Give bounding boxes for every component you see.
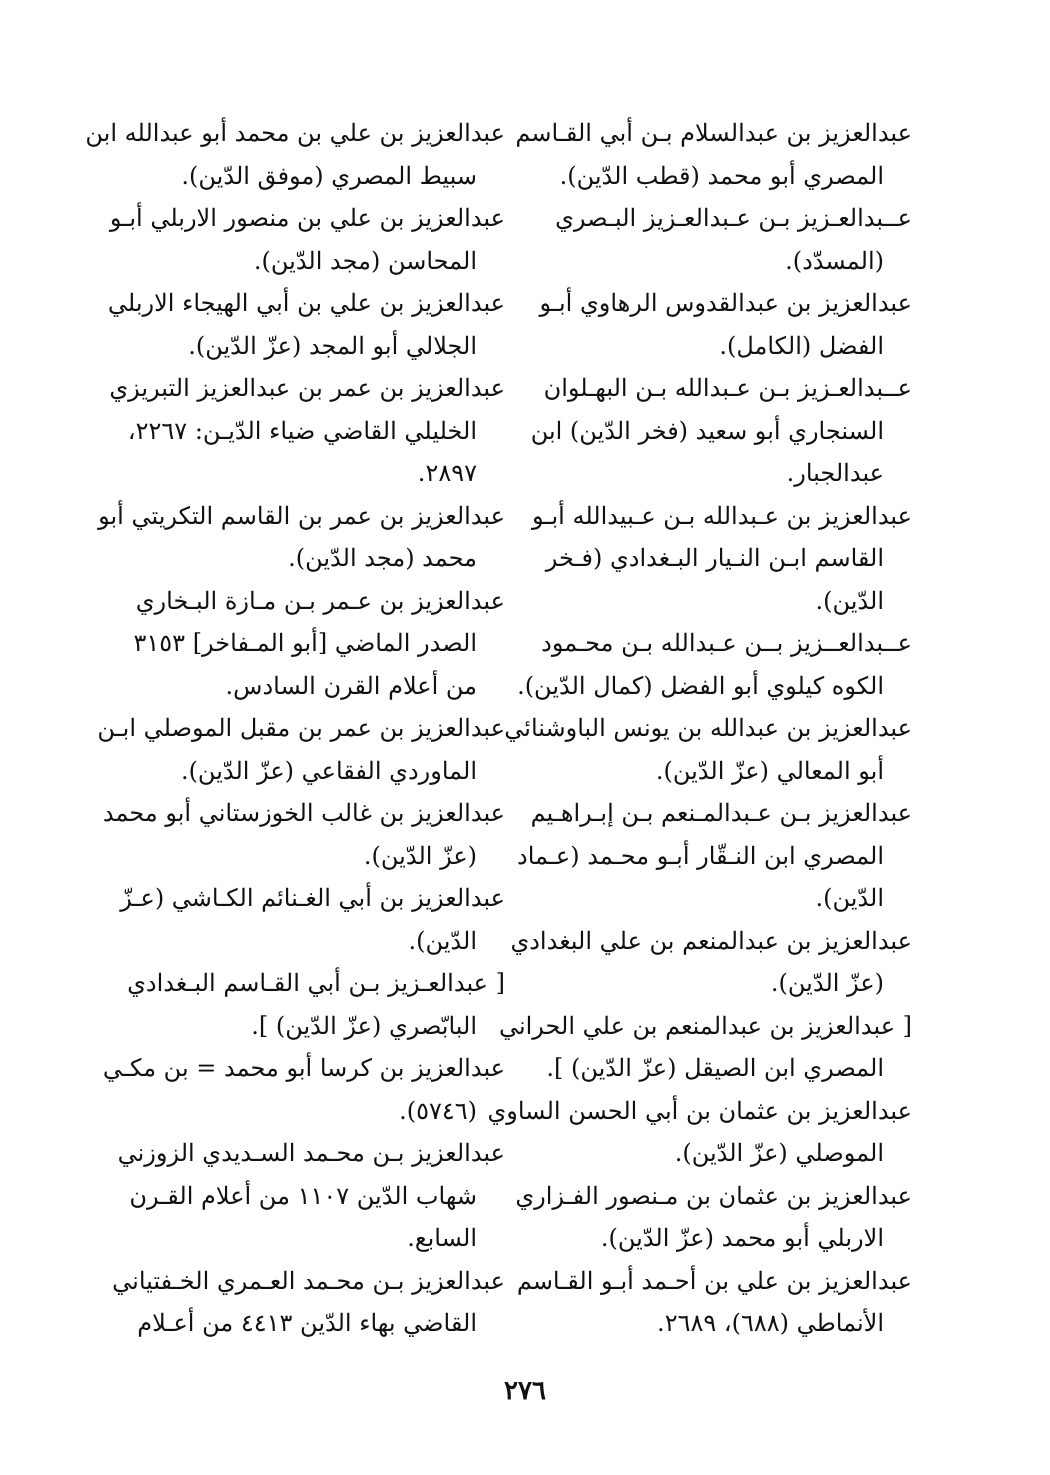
entry-first-line: عبدالعزيز بـن محـمد السـديدي الزوزني	[117, 1139, 505, 1167]
entry-first-line: عبدالعزيز بن عمر بن القاسم التكريتي أبو	[98, 501, 505, 530]
entry-first-line: عبدالعزيز بـن محـمد العـمري الخـفتياني	[112, 1266, 505, 1295]
entry-first-line: عــبدالعـزيز بـن عـبدالعـزيز البـصري	[555, 204, 912, 232]
entry-first-line: عــبدالعـزيز بـن عـبدالله بـن البهـلوان	[543, 374, 912, 402]
entry-continuation-line: (٥٧٤٦).	[399, 1096, 477, 1125]
entry-first-line: عبدالعزيز بن علي بن منصور الاربلي أبـو	[109, 204, 505, 232]
entry-continuation-line: المحاسن (مجد الدّين).	[253, 246, 477, 275]
entry-first-line: عبدالعزيز بن عـمر بـن مـازة البـخاري	[135, 586, 505, 615]
entry-first-line: عبدالعزيز بن علي بن محمد أبو عبدالله ابن	[85, 119, 505, 147]
entry-continuation-line: ٢٨٩٧.	[417, 459, 477, 487]
entry-first-line: عبدالعزيز بن عثمان بن مـنصور الفـزاري	[515, 1181, 912, 1210]
left-column	[85, 112, 505, 1345]
entry-first-line: عبدالعزيز بن عبدالله بن يونس الباوشنائي	[504, 714, 912, 742]
entry-continuation-line: (عزّ الدّين).	[770, 969, 884, 997]
entry-continuation-line: الفضل (الكامل).	[719, 331, 884, 360]
entry-continuation-line: القاسم ابـن النـيار البـغدادي (فـخر	[545, 544, 884, 572]
entry-continuation-line: الماوردي الفقاعي (عزّ الدّين).	[180, 756, 477, 785]
entry-continuation-line: الدّين).	[408, 926, 477, 955]
entry-first-line: عبدالعزيز بن عـبدالله بـن عـبيدالله أبـو	[532, 501, 912, 530]
entry-continuation-line: البابّصري (عزّ الدّين) ].	[251, 1011, 477, 1040]
entry-first-line: عبدالعزيز بن عبدالقدوس الرهاوي أبـو	[539, 289, 912, 317]
entry-continuation-line: الدّين).	[815, 586, 884, 615]
entry-first-line: عبدالعزيز بن غالب الخوزستاني أبو محمد	[102, 799, 505, 827]
entry-continuation-line: (المسدّد).	[785, 246, 884, 275]
entry-continuation-line: السابع.	[407, 1224, 477, 1252]
entry-continuation-line: المصري ابن الصيقل (عزّ الدّين) ].	[546, 1054, 884, 1082]
entry-continuation-line: عبدالجبار.	[786, 459, 884, 487]
entry-continuation-line: الصدر الماضي [أبو المـفاخر] ٣١٥٣	[133, 629, 477, 657]
entry-first-line: عبدالعزيز بن عمر بن مقبل الموصلي ابـن	[97, 714, 505, 742]
entry-first-line: عبدالعزيز بن عبدالمنعم بن علي البغدادي	[510, 926, 912, 955]
entry-first-line: عبدالعزيز بن عبدالسلام بـن أبي القـاسم	[515, 119, 912, 147]
entry-continuation-line: شهاب الدّين ١١٠٧ من أعلام القـرن	[129, 1181, 477, 1210]
entry-first-line: عبدالعزيز بن كرسا أبو محمد = بن مكـي	[102, 1054, 505, 1082]
entry-continuation-line: الجلالي أبو المجد (عزّ الدّين).	[188, 331, 477, 360]
entry-continuation-line: الاربلي أبو محمد (عزّ الدّين).	[600, 1224, 884, 1252]
entry-continuation-line: القاضي بهاء الدّين ٤٤١٣ من أعـلام	[137, 1309, 477, 1337]
entry-first-line: عبدالعزيز بن أبي الغـنائم الكـاشي (عـزّ	[120, 884, 505, 912]
entry-continuation-line: المصري ابن النـقّار أبـو محـمد (عـماد	[517, 841, 884, 870]
entry-first-line: عــبدالعــزيز بــن عـبدالله بـن محـمود	[541, 629, 912, 657]
entry-first-line: عبدالعزيز بن عمر بن عبدالعزيز التبريزي	[109, 374, 505, 402]
entry-first-line: عبدالعزيز بـن عـبدالمـنعم بـن إبـراهـيم	[530, 799, 912, 827]
entry-continuation-line: السنجاري أبو سعيد (فخر الدّين) ابن	[530, 416, 884, 445]
entry-continuation-line: الخليلي القاضي ضياء الدّيـن: ٢٢٦٧،	[127, 416, 477, 445]
entry-continuation-line: الموصلي (عزّ الدّين).	[674, 1139, 884, 1167]
entry-continuation-line: الكوه كيلوي أبو الفضل (كمال الدّين).	[517, 671, 884, 700]
entry-continuation-line: محمد (مجد الدّين).	[288, 544, 477, 572]
entry-first-line: عبدالعزيز بن علي بن أبي الهيجاء الاربلي	[107, 289, 505, 317]
right-column	[487, 112, 912, 1345]
entry-first-line: عبدالعزيز بن علي بن أحـمد أبـو القـاسم	[516, 1266, 912, 1295]
entry-continuation-line: الأنماطي (٦٨٨)، ٢٦٨٩.	[657, 1309, 884, 1337]
entry-continuation-line: من أعلام القرن السادس.	[225, 671, 477, 700]
entry-continuation-line: أبو المعالي (عزّ الدّين).	[655, 756, 884, 785]
entry-continuation-line: سبيط المصري (موفق الدّين).	[181, 161, 477, 190]
entry-continuation-line: الدّين).	[815, 884, 884, 912]
entry-first-line: [ عبدالعـزيز بـن أبي القـاسم البـغدادي	[127, 969, 505, 997]
page-number: ٢٧٦	[504, 1376, 546, 1406]
entry-continuation-line: المصري أبو محمد (قطب الدّين).	[559, 161, 884, 190]
entry-first-line: [ عبدالعزيز بن عبدالمنعم بن علي الحراني	[498, 1011, 912, 1040]
entry-continuation-line: (عزّ الدّين).	[363, 841, 477, 870]
entry-first-line: عبدالعزيز بن عثمان بن أبي الحسن الساوي	[487, 1096, 912, 1125]
